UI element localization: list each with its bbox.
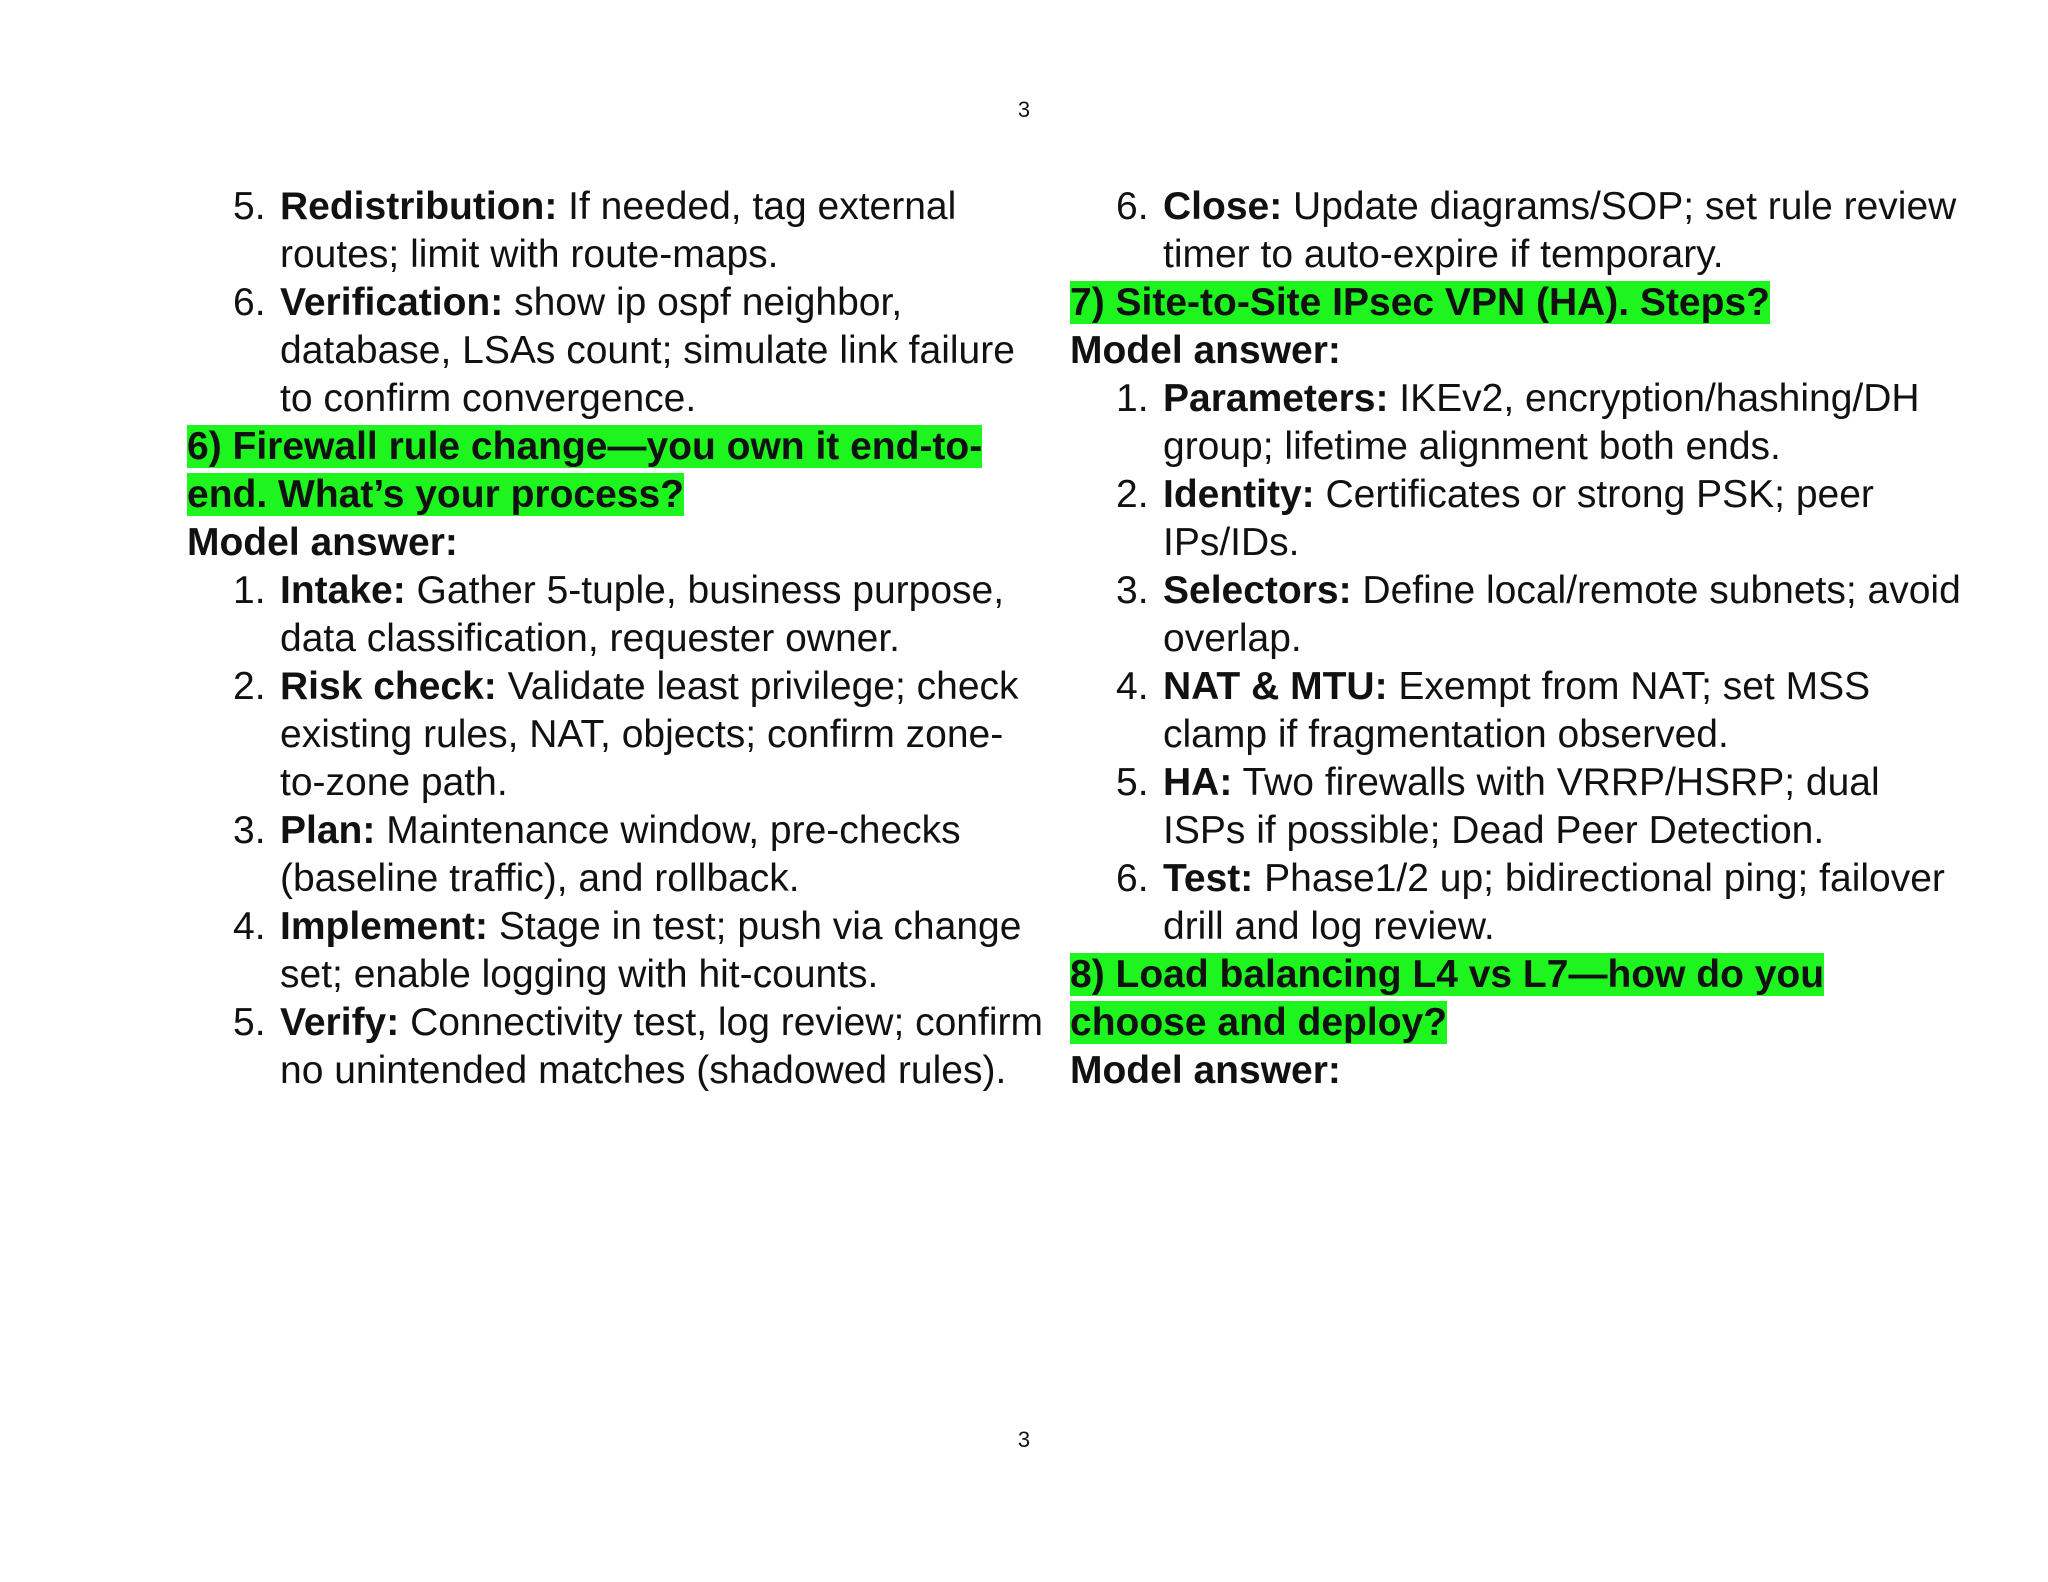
item-text: IKEv2, encryption/hashing/DH group; lifetime alignment both ends. (1163, 377, 1920, 468)
list-item (187, 663, 1047, 807)
list-item (1070, 375, 1970, 471)
model-answer-heading: Model answer: (187, 521, 458, 564)
list-number: 6. (233, 281, 266, 324)
list-number: 1. (1116, 377, 1149, 420)
item-text: Connectivity test, log review; confirm no unintended matches (shadowed rules). (280, 1001, 1043, 1092)
question-heading (187, 423, 1047, 519)
list-item (187, 807, 1047, 903)
item-label: Implement: (280, 905, 489, 948)
item-label: Redistribution: (280, 185, 558, 228)
item-label: Verify: (280, 1001, 400, 1044)
item-text: show ip ospf neighbor, database, LSAs count; simulate link failure to confirm convergence. (280, 281, 1015, 420)
question-heading (1070, 951, 1970, 1047)
item-label: Identity: (1163, 473, 1315, 516)
page-number-top: 3 (1017, 97, 1031, 122)
item-text: Validate least privilege; check existing rules, NAT, objects; confirm zone-to-zone path. (280, 665, 1019, 804)
list-item (187, 999, 1047, 1095)
item-text: Phase1/2 up; bidirectional ping; failover drill and log review. (1163, 857, 1945, 948)
list-number: 2. (233, 665, 266, 708)
list-item (1070, 471, 1970, 567)
item-text: If needed, tag external routes; limit with route-maps. (280, 185, 957, 276)
item-label: Risk check: (280, 665, 497, 708)
list-number: 4. (233, 905, 266, 948)
list-number: 2. (1116, 473, 1149, 516)
item-label: HA: (1163, 761, 1233, 804)
list-item (187, 567, 1047, 663)
list-item (1070, 663, 1970, 759)
model-answer-heading: Model answer: (1070, 329, 1341, 372)
item-label: Verification: (280, 281, 504, 324)
list-number: 4. (1116, 665, 1149, 708)
item-text: Define local/remote subnets; avoid overlap. (1163, 569, 1961, 660)
list-item (187, 183, 1047, 279)
item-text: Stage in test; push via change set; enable logging with hit-counts. (280, 905, 1022, 996)
list-number: 1. (233, 569, 266, 612)
right-column (1070, 183, 1970, 1095)
list-number: 5. (1116, 761, 1149, 804)
item-text: Exempt from NAT; set MSS clamp if fragmentation observed. (1163, 665, 1871, 756)
item-label: Plan: (280, 809, 376, 852)
item-text: Maintenance window, pre-checks (baseline traffic), and rollback. (280, 809, 961, 900)
item-label: Close: (1163, 185, 1283, 228)
list-number: 3. (233, 809, 266, 852)
item-label: Test: (1163, 857, 1254, 900)
list-item (187, 903, 1047, 999)
item-label: Parameters: (1163, 377, 1389, 420)
list-item (1070, 855, 1970, 951)
item-text: Two firewalls with VRRP/HSRP; dual ISPs if possible; Dead Peer Detection. (1163, 761, 1880, 852)
item-label: Intake: (280, 569, 406, 612)
list-item (187, 279, 1047, 423)
item-text: Certificates or strong PSK; peer IPs/IDs. (1163, 473, 1874, 564)
question-highlight: 7) Site-to-Site IPsec VPN (HA). Steps? (1070, 281, 1770, 324)
list-number: 6. (1116, 857, 1149, 900)
item-text: Update diagrams/SOP; set rule review timer to auto-expire if temporary. (1163, 185, 1957, 276)
question-highlight: 6) Firewall rule change—you own it end-to-end. What’s your process? (187, 425, 983, 516)
list-item (1070, 759, 1970, 855)
list-item (1070, 567, 1970, 663)
page-number-bottom: 3 (1017, 1427, 1031, 1452)
left-column (187, 183, 1047, 1095)
list-number: 6. (1116, 185, 1149, 228)
list-number: 5. (233, 1001, 266, 1044)
item-label: Selectors: (1163, 569, 1352, 612)
list-item (1070, 183, 1970, 279)
list-number: 5. (233, 185, 266, 228)
item-text: Gather 5-tuple, business purpose, data classification, requester owner. (280, 569, 1005, 660)
item-label: NAT & MTU: (1163, 665, 1388, 708)
model-answer-heading: Model answer: (1070, 1049, 1341, 1092)
list-number: 3. (1116, 569, 1149, 612)
question-heading (1070, 279, 1970, 327)
question-highlight: 8) Load balancing L4 vs L7—how do you choose and deploy? (1070, 953, 1825, 1044)
